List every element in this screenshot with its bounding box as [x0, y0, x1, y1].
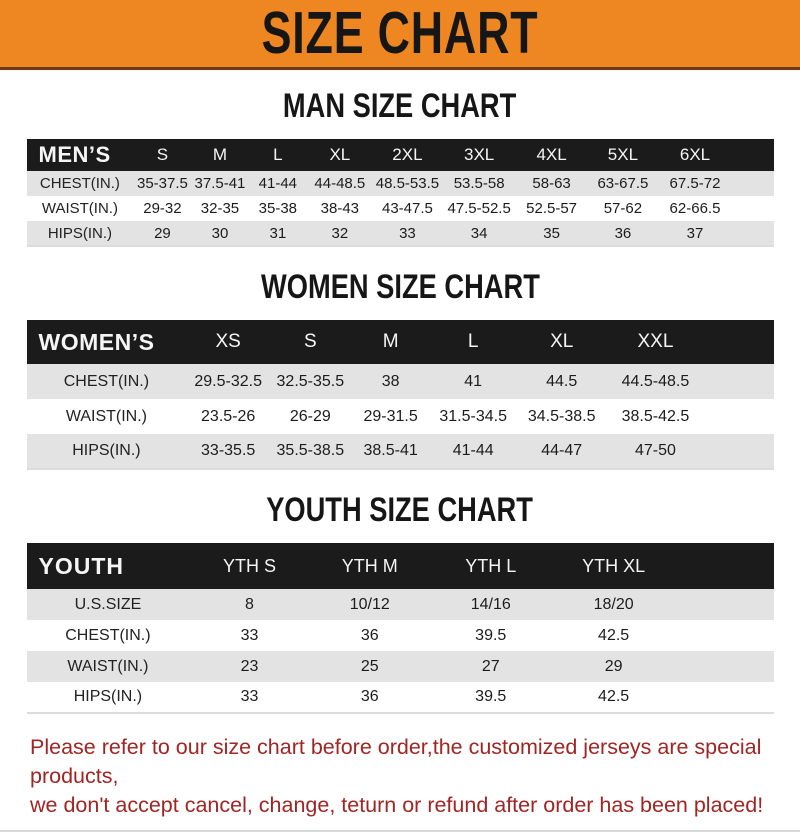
spacer-cell [676, 589, 774, 620]
measurement-cell: 33 [189, 682, 309, 713]
measurement-cell: 44.5-48.5 [608, 364, 704, 399]
measurement-cell: 32-35 [192, 196, 249, 221]
measurement-cell: 53.5-58 [443, 171, 516, 196]
measurement-cell: 39.5 [430, 682, 552, 713]
size-column-header: L [248, 139, 307, 171]
measurement-cell: 25 [310, 651, 430, 682]
table-header-row [27, 543, 774, 589]
spacer-cell [732, 196, 774, 221]
row-label: CHEST(IN.) [27, 364, 187, 399]
spacer-cell [703, 320, 773, 364]
measurement-cell: 33-35.5 [186, 434, 270, 469]
size-column-header: YTH L [430, 543, 552, 589]
measurement-cell: 29.5-32.5 [186, 364, 270, 399]
measurement-cell: 38.5-41 [351, 434, 431, 469]
measurement-cell: 33 [372, 221, 442, 246]
measurement-cell: 38-43 [307, 196, 372, 221]
spacer-cell [703, 434, 773, 469]
size-column-header: YTH XL [552, 543, 676, 589]
size-column-header: 3XL [443, 139, 516, 171]
measurement-cell: 62-66.5 [658, 196, 731, 221]
measurement-cell: 41 [431, 364, 516, 399]
measurement-row [27, 589, 774, 620]
measurement-cell: 48.5-53.5 [372, 171, 442, 196]
measurement-cell: 26-29 [270, 399, 351, 434]
size-column-header: 4XL [516, 139, 588, 171]
measurement-cell: 39.5 [430, 620, 552, 651]
measurement-cell: 18/20 [552, 589, 676, 620]
spacer-cell [732, 139, 774, 171]
size-column-header: XXL [608, 320, 704, 364]
measurement-cell: 34.5-38.5 [516, 399, 608, 434]
measurement-row [27, 651, 774, 682]
measurement-cell: 38.5-42.5 [608, 399, 704, 434]
disclaimer-line-1: Please refer to our size chart before order,the customized jerseys are special products, [30, 735, 762, 788]
youth-heading-text: YOUTH SIZE CHART [266, 490, 534, 529]
measurement-cell: 33 [189, 620, 309, 651]
women-section-heading [0, 269, 800, 305]
measurement-cell: 35 [516, 221, 588, 246]
row-label: CHEST(IN.) [27, 620, 190, 651]
measurement-cell: 36 [310, 682, 430, 713]
row-label: HIPS(IN.) [27, 221, 134, 246]
spacer-cell [676, 682, 774, 713]
measurement-row [27, 434, 774, 469]
measurement-cell: 30 [192, 221, 249, 246]
spacer-cell [732, 171, 774, 196]
measurement-row [27, 682, 774, 713]
spacer-cell [732, 221, 774, 246]
row-label: WAIST(IN.) [27, 399, 187, 434]
measurement-cell: 58-63 [516, 171, 588, 196]
size-chart-banner [0, 0, 800, 70]
measurement-cell: 43-47.5 [372, 196, 442, 221]
size-column-header: 5XL [587, 139, 658, 171]
size-column-header: YTH M [310, 543, 430, 589]
measurement-cell: 31 [248, 221, 307, 246]
measurement-cell: 35-38 [248, 196, 307, 221]
measurement-cell: 42.5 [552, 620, 676, 651]
man-section-heading [0, 88, 800, 124]
banner-title: SIZE CHART [261, 0, 539, 66]
row-label: WAIST(IN.) [27, 651, 190, 682]
measurement-cell: 41-44 [248, 171, 307, 196]
measurement-row [27, 221, 774, 246]
spacer-cell [676, 651, 774, 682]
measurement-cell: 36 [587, 221, 658, 246]
size-column-header: M [351, 320, 431, 364]
size-column-header: S [133, 139, 191, 171]
size-column-header: XL [307, 139, 372, 171]
measurement-cell: 34 [443, 221, 516, 246]
measurement-row [27, 399, 774, 434]
row-label: HIPS(IN.) [27, 434, 187, 469]
measurement-cell: 38 [351, 364, 431, 399]
measurement-cell: 31.5-34.5 [431, 399, 516, 434]
women-size-chart-section [0, 269, 800, 470]
measurement-cell: 67.5-72 [658, 171, 731, 196]
row-label: U.S.SIZE [27, 589, 190, 620]
row-label: WAIST(IN.) [27, 196, 134, 221]
measurement-cell: 41-44 [431, 434, 516, 469]
women-heading-text: WOMEN SIZE CHART [260, 267, 540, 306]
measurement-cell: 23.5-26 [186, 399, 270, 434]
size-column-header: 2XL [372, 139, 442, 171]
measurement-cell: 35-37.5 [133, 171, 191, 196]
men-size-table [27, 139, 774, 247]
measurement-row [27, 364, 774, 399]
size-column-header: M [192, 139, 249, 171]
table-header-label: YOUTH [27, 543, 190, 589]
measurement-cell: 44.5 [516, 364, 608, 399]
youth-size-chart-section [0, 492, 800, 714]
spacer-cell [676, 620, 774, 651]
row-label: CHEST(IN.) [27, 171, 134, 196]
table-header-row [27, 320, 774, 364]
measurement-row [27, 196, 774, 221]
measurement-cell: 29-31.5 [351, 399, 431, 434]
measurement-cell: 27 [430, 651, 552, 682]
measurement-cell: 10/12 [310, 589, 430, 620]
measurement-cell: 8 [189, 589, 309, 620]
man-heading-text: MAN SIZE CHART [283, 86, 517, 125]
measurement-cell: 47.5-52.5 [443, 196, 516, 221]
measurement-cell: 47-50 [608, 434, 704, 469]
measurement-cell: 14/16 [430, 589, 552, 620]
measurement-cell: 29 [552, 651, 676, 682]
measurement-cell: 44-47 [516, 434, 608, 469]
measurement-cell: 57-62 [587, 196, 658, 221]
spacer-cell [703, 364, 773, 399]
disclaimer-line-2: we don't accept cancel, change, teturn or refund after order has been placed! [30, 793, 764, 817]
women-size-table [27, 320, 774, 470]
measurement-cell: 35.5-38.5 [270, 434, 351, 469]
man-size-chart-section [0, 88, 800, 247]
table-header-label: WOMEN’S [27, 320, 187, 364]
measurement-cell: 44-48.5 [307, 171, 372, 196]
measurement-cell: 37.5-41 [192, 171, 249, 196]
measurement-cell: 32.5-35.5 [270, 364, 351, 399]
table-header-row [27, 139, 774, 171]
measurement-cell: 32 [307, 221, 372, 246]
size-column-header: 6XL [658, 139, 731, 171]
youth-size-table [27, 543, 774, 714]
measurement-cell: 42.5 [552, 682, 676, 713]
measurement-cell: 29-32 [133, 196, 191, 221]
measurement-row [27, 171, 774, 196]
measurement-cell: 36 [310, 620, 430, 651]
measurement-cell: 63-67.5 [587, 171, 658, 196]
size-column-header: XS [186, 320, 270, 364]
measurement-cell: 23 [189, 651, 309, 682]
measurement-cell: 37 [658, 221, 731, 246]
size-column-header: L [431, 320, 516, 364]
footer-disclaimer [0, 714, 800, 820]
measurement-cell: 52.5-57 [516, 196, 588, 221]
size-column-header: XL [516, 320, 608, 364]
table-header-label: MEN’S [27, 139, 134, 171]
row-label: HIPS(IN.) [27, 682, 190, 713]
size-column-header: S [270, 320, 351, 364]
youth-section-heading [0, 492, 800, 528]
size-column-header: YTH S [189, 543, 309, 589]
measurement-cell: 29 [133, 221, 191, 246]
spacer-cell [703, 399, 773, 434]
spacer-cell [676, 543, 774, 589]
measurement-row [27, 620, 774, 651]
